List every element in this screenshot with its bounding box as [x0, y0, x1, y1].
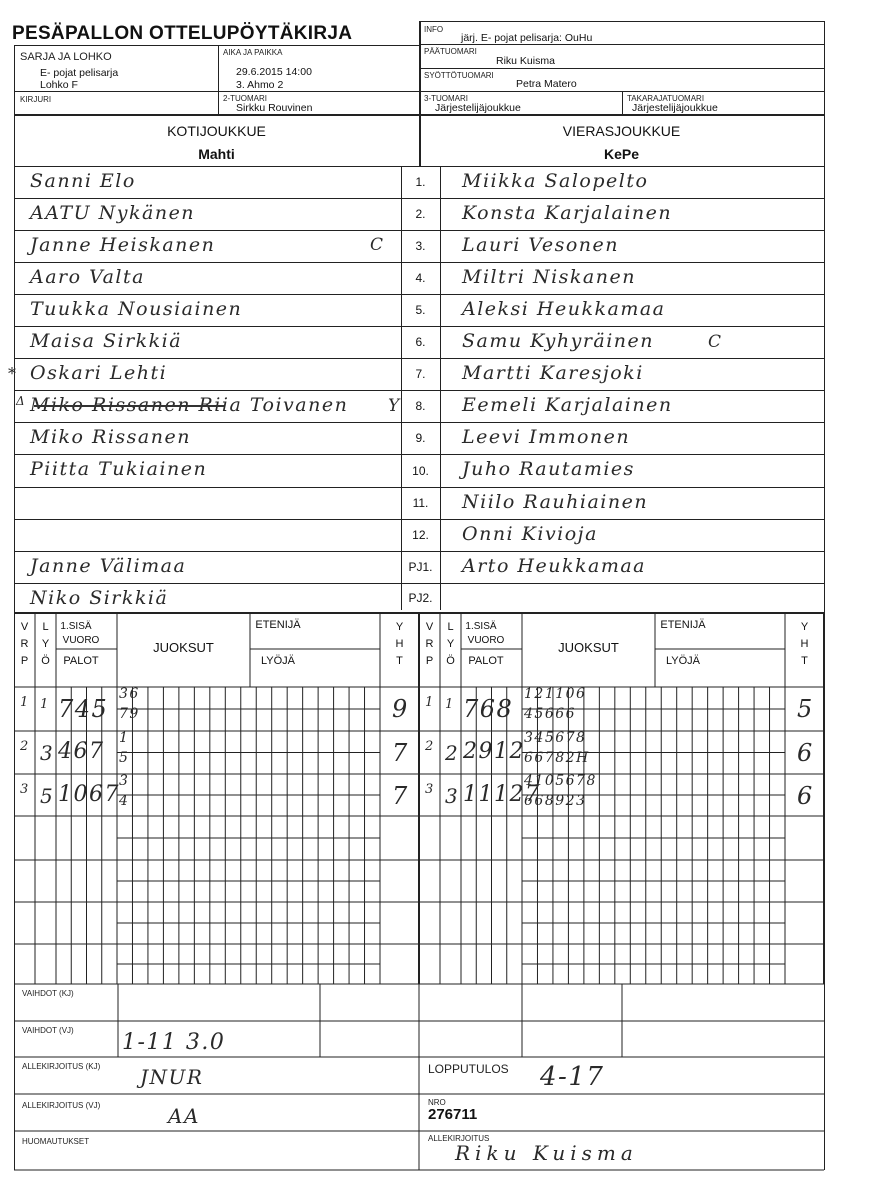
inning-total: 6	[797, 782, 814, 810]
away-player-name: Leevi Immonen	[462, 426, 631, 448]
sarja-label: SARJA JA LOHKO	[20, 51, 112, 63]
inning-l: 2	[445, 741, 460, 765]
inning-l: 1	[40, 697, 50, 712]
inning-runs-top: 4105678	[524, 773, 597, 789]
roster-number: PJ2.	[408, 590, 433, 605]
syottotuomari-value: Petra Matero	[516, 78, 577, 90]
lohko-value: Lohko F	[40, 79, 78, 91]
lopputulos-value: 4-17	[540, 1062, 605, 1092]
nro-value: 276711	[428, 1106, 478, 1123]
roster-number: 11.	[412, 496, 429, 510]
roster-number: 12.	[412, 528, 429, 542]
inning-runs-bottom: 668923	[524, 793, 587, 809]
allekirjoitus-signature: Riku Kuisma	[455, 1141, 638, 1165]
inning-runs-bottom: 79	[119, 706, 140, 722]
inning-v: 2	[20, 739, 30, 754]
allekirjoitus-kj-label: ALLEKIRJOITUS (KJ)	[22, 1062, 101, 1071]
allekirjoitus-label: ALLEKIRJOITUS	[428, 1134, 490, 1143]
lyoja-header: LYÖJÄ	[260, 655, 296, 667]
sisa-header: 1.SISÄ	[60, 621, 92, 632]
captain-mark-away: C	[708, 332, 723, 352]
roster-number: PJ1.	[408, 560, 433, 574]
home-team-name: Mahti	[198, 146, 235, 162]
vaihdot-kj-label: VAIHDOT (KJ)	[22, 989, 74, 998]
roster-number: 9.	[415, 431, 426, 445]
home-player-name: Maisa Sirkkiä	[30, 330, 183, 352]
lopputulos-label: LOPPUTULOS	[428, 1062, 509, 1076]
asterisk-mark-home: *	[8, 364, 18, 383]
away-player-name: Juho Rautamies	[462, 458, 635, 480]
away-player-name: Samu Kyhyräinen	[462, 330, 655, 352]
away-team-label: VIERASJOUKKUE	[562, 123, 681, 139]
inning-runs-bottom: 66782H	[524, 750, 590, 766]
inning-palot: 745	[58, 695, 109, 723]
home-player-name: Tuukka Nousiainen	[30, 298, 243, 320]
vrp-header: P	[425, 655, 434, 667]
delta-mark-home: Δ	[16, 394, 27, 408]
yht-header: T	[801, 655, 808, 667]
inning-v: 3	[425, 782, 435, 797]
roster-number: 10.	[412, 463, 429, 478]
palot-header: PALOT	[63, 655, 99, 667]
inning-l: 1	[445, 697, 455, 712]
vrp-header: V	[20, 621, 29, 633]
vuoro-header: VUORO	[467, 635, 505, 646]
away-player-name: Konsta Karjalainen	[462, 202, 673, 224]
yht-header: H	[395, 638, 404, 650]
inning-runs-bottom: 4	[119, 793, 130, 809]
inning-palot: 11127	[463, 782, 541, 807]
yht-header: H	[800, 638, 809, 650]
inning-total: 7	[392, 739, 409, 767]
roster-number: 6.	[415, 335, 426, 349]
lyo-header: Y	[446, 638, 455, 650]
inning-v: 1	[20, 695, 30, 710]
yht-header: Y	[800, 621, 809, 633]
inning-runs-top: 121106	[524, 686, 587, 702]
roster-number: 8.	[415, 399, 426, 413]
away-player-name: Martti Karesjoki	[462, 362, 644, 384]
etenija-header: ETENIJÄ	[660, 619, 706, 631]
juoksut-header: JUOKSUT	[153, 640, 214, 655]
lyoja-header: LYÖJÄ	[665, 655, 701, 667]
inning-palot: 2912	[463, 739, 525, 764]
away-player-name: Lauri Vesonen	[462, 234, 620, 256]
home-player-name: Piitta Tukiainen	[30, 458, 208, 480]
yht-header: Y	[395, 621, 404, 633]
inning-runs-top: 1	[119, 730, 130, 746]
roster-number: 1.	[415, 175, 426, 189]
inning-runs-bottom: 45666	[524, 706, 577, 722]
away-team-name: KePe	[603, 146, 640, 162]
aika-value: 29.6.2015 14:00	[236, 66, 312, 78]
allekirjoitus-vj-label: ALLEKIRJOITUS (VJ)	[22, 1101, 101, 1110]
vrp-header: V	[425, 621, 434, 633]
roster-number: 3.	[415, 239, 426, 253]
home-player-name: Niko Sirkkiä	[30, 587, 169, 609]
roster-number: 7.	[415, 367, 426, 381]
away-player-name: Miltri Niskanen	[462, 266, 636, 288]
lyo-header: L	[447, 621, 454, 633]
vrp-header: R	[425, 638, 434, 650]
sisa-header: 1.SISÄ	[465, 621, 497, 632]
away-player-name: Eemeli Karjalainen	[462, 394, 673, 416]
paikka-value: 3. Ahmo 2	[236, 79, 284, 91]
takaraja-value: Järjestelijäjoukkue	[632, 102, 718, 114]
roster-number: 5.	[415, 303, 426, 317]
allekirjoitus-kj-signature: JNUR	[140, 1065, 204, 1089]
paatuomari-label: PÄÄTUOMARI	[424, 47, 477, 56]
lyo-header: L	[42, 621, 49, 633]
home-player-name: Janne Heiskanen	[30, 234, 216, 256]
inning-palot: 768	[463, 695, 514, 723]
home-team-label: KOTIJOUKKUE	[167, 123, 266, 139]
inning-v: 2	[425, 739, 435, 754]
vrp-header: R	[20, 638, 29, 650]
home-player-name: Aaro Valta	[30, 266, 145, 288]
vrp-header: P	[20, 655, 29, 667]
kirjuri-label: KIRJURI	[20, 95, 52, 104]
y-mark-home: Y	[388, 396, 401, 416]
huomautukset-label: HUOMAUTUKSET	[22, 1137, 90, 1146]
inning-total: 7	[392, 782, 409, 810]
away-player-name: Onni Kivioja	[462, 523, 598, 545]
syottotuomari-label: SYÖTTÖTUOMARI	[424, 71, 494, 80]
inning-l: 5	[40, 784, 55, 808]
etenija-header: ETENIJÄ	[255, 619, 301, 631]
document-title: PESÄPALLON OTTELUPÖYTÄKIRJA	[12, 23, 353, 44]
juoksut-header: JUOKSUT	[558, 640, 619, 655]
tuomari2-label: 2-TUOMARI	[223, 94, 267, 103]
inning-runs-top: 3	[119, 773, 130, 789]
info-label: INFO	[424, 25, 444, 34]
inning-runs-bottom: 5	[119, 750, 130, 766]
vaihdot-vj-value: 1-11 3.0	[122, 1030, 226, 1055]
aika-label: AIKA JA PAIKKA	[223, 48, 283, 57]
tuomari3-value: Järjestelijäjoukkue	[435, 102, 521, 114]
sarja-value: E- pojat pelisarja	[40, 67, 119, 79]
home-player-name: Miko Rissanen	[30, 426, 191, 448]
inning-palot: 1067	[58, 782, 120, 807]
home-player-name: Oskari Lehti	[30, 362, 168, 384]
roster-number: 4.	[415, 271, 426, 285]
inning-v: 1	[425, 695, 435, 710]
lyo-header: Y	[41, 638, 50, 650]
inning-total: 9	[392, 695, 409, 723]
roster-number: 2.	[415, 207, 426, 221]
lyo-header: Ö	[41, 655, 50, 667]
inning-total: 6	[797, 739, 814, 767]
tuomari3-label: 3-TUOMARI	[424, 94, 468, 103]
away-player-name: Niilo Rauhiainen	[462, 491, 649, 513]
yht-header: T	[396, 655, 403, 667]
vaihdot-vj-label: VAIHDOT (VJ)	[22, 1026, 74, 1035]
nro-label: NRO	[428, 1098, 446, 1107]
inning-l: 3	[445, 784, 460, 808]
away-player-name: Miikka Salopelto	[462, 170, 649, 192]
home-player-name: Sanni Elo	[30, 170, 136, 192]
info-value: järj. E- pojat pelisarja: OuHu	[461, 32, 593, 44]
vuoro-header: VUORO	[62, 635, 100, 646]
captain-mark-home: C	[370, 235, 385, 255]
inning-v: 3	[20, 782, 30, 797]
palot-header: PALOT	[468, 655, 504, 667]
home-player-name: AATU Nykänen	[30, 202, 196, 224]
away-player-name: Aleksi Heukkamaa	[462, 298, 666, 320]
home-player-name: Janne Välimaa	[30, 555, 187, 577]
inning-runs-top: 36	[119, 686, 140, 702]
takaraja-label: TAKARAJATUOMARI	[627, 94, 705, 103]
allekirjoitus-vj-signature: AA	[168, 1104, 200, 1128]
inning-l: 3	[40, 741, 55, 765]
paatuomari-value: Riku Kuisma	[496, 55, 555, 67]
inning-total: 5	[797, 695, 814, 723]
tuomari2-value: Sirkku Rouvinen	[236, 102, 313, 114]
lyo-header: Ö	[446, 655, 455, 667]
inning-palot: 467	[58, 739, 105, 764]
away-player-name: Arto Heukkamaa	[462, 555, 646, 577]
home-player-name: Miko Rissanen Riia Toivanen	[30, 394, 349, 416]
inning-runs-top: 345678	[524, 730, 587, 746]
